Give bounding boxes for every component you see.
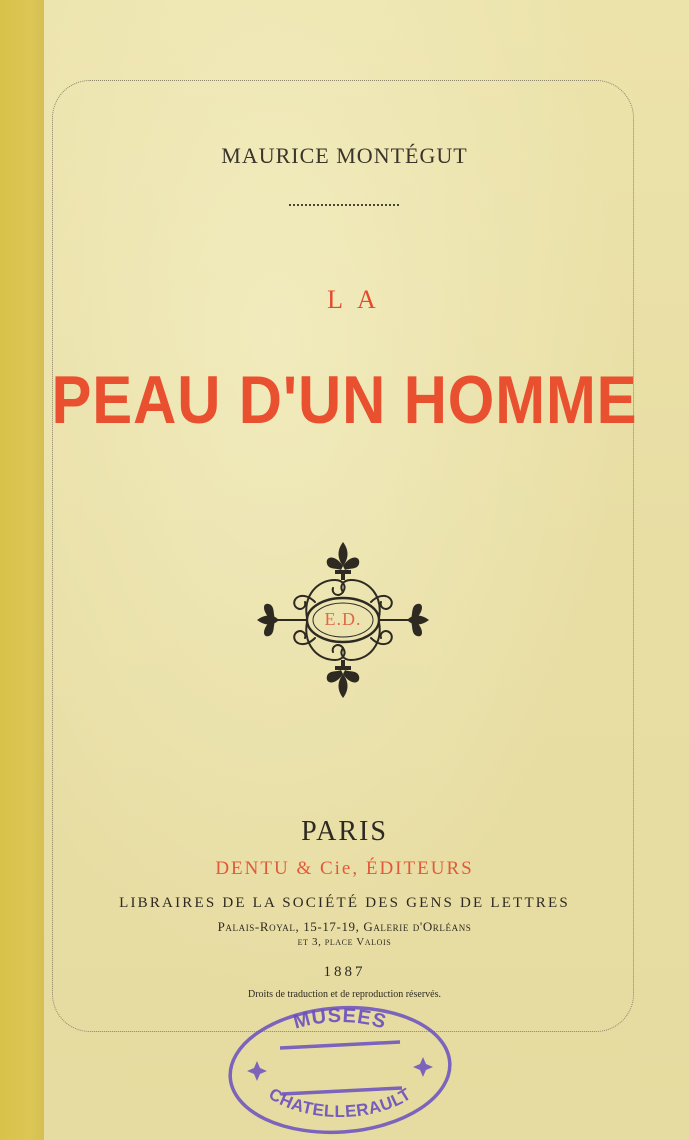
booksellers-line: LIBRAIRES DE LA SOCIÉTÉ DES GENS DE LETTRES bbox=[119, 895, 570, 911]
stamp-bottom-text: CHATELLERAULT bbox=[265, 1084, 415, 1122]
publisher-address-line-2: et 3, place Valois bbox=[297, 936, 392, 948]
publication-city: PARIS bbox=[301, 816, 388, 847]
book-title: PEAU D'UN HOMME bbox=[51, 362, 638, 438]
publication-year: 1887 bbox=[323, 964, 366, 980]
stamp-top-text: MUSEES bbox=[291, 1004, 390, 1034]
title-article: LA bbox=[327, 285, 390, 314]
author-divider-rule bbox=[289, 204, 399, 206]
museum-stamp bbox=[220, 990, 460, 1140]
emblem-monogram: E.D. bbox=[324, 609, 362, 629]
publisher-name: DENTU & Cie, ÉDITEURS bbox=[215, 858, 474, 879]
rights-notice: Droits de traduction et de reproduction réservés. bbox=[248, 989, 441, 1000]
publisher-address-line-1: Palais-Royal, 15-17-19, Galerie d'Orléans bbox=[217, 919, 472, 934]
author-name: MAURICE MONTÉGUT bbox=[221, 143, 468, 168]
